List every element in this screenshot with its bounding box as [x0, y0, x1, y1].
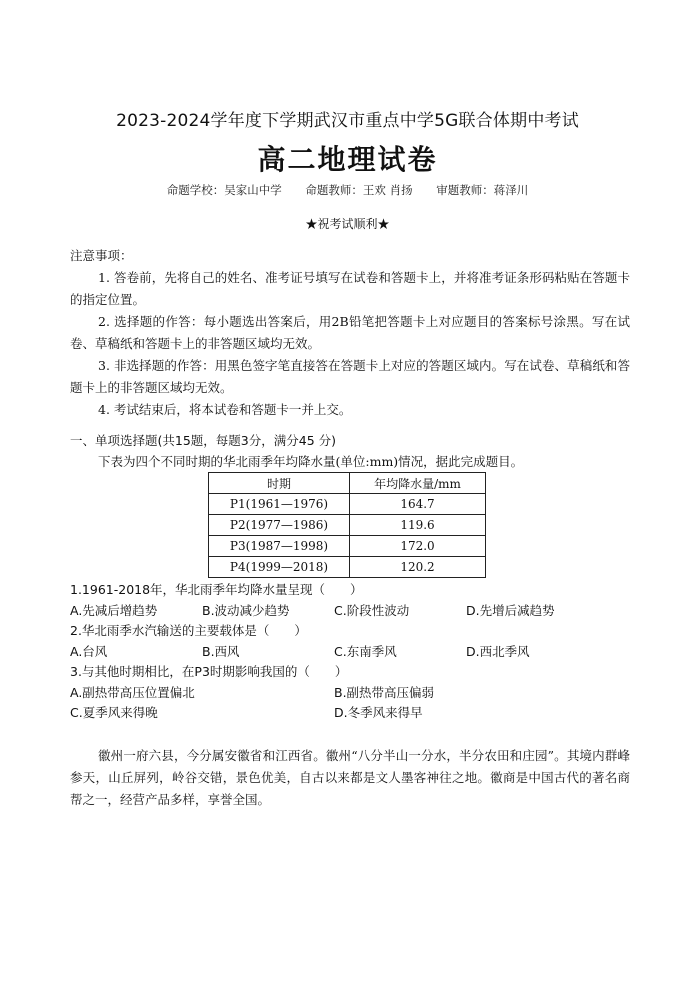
precipitation-cell: 120.2 [350, 557, 486, 578]
setting-teachers: 命题教师：王欢 肖扬 [305, 183, 413, 197]
question-list [70, 580, 630, 724]
note-item: 2. 选择题的作答：每小题选出答案后，用2B铅笔把答题卡上对应题目的答案标号涂黑。写在试卷、草稿纸和答题卡上的非答题区域均无效。 [70, 314, 630, 351]
column-header-precipitation: 年均降水量/mm [350, 473, 486, 494]
period-cell: P1(1961—1976) [209, 494, 350, 515]
precipitation-table [208, 472, 486, 578]
option-b: B.西风 [202, 643, 240, 659]
option-c: C.夏季风来得晚 [70, 705, 158, 720]
question-1-stem: 1.1961-2018年，华北雨季年均降水量呈现（ ） [70, 582, 363, 597]
option-a: A.台风 [70, 643, 108, 659]
note-item: 4. 考试结束后，将本试卷和答题卡一并上交。 [98, 402, 352, 417]
table-row [209, 536, 486, 557]
exam-subject-title: 高二地理试卷 [257, 143, 438, 176]
reviewing-teacher: 审题教师：蒋泽川 [436, 183, 529, 197]
column-header-period: 时期 [209, 473, 350, 494]
option-c: C.东南季风 [334, 643, 397, 659]
note-item: 1. 答卷前，先将自己的姓名、准考证号填写在试卷和答题卡上，并将准考证条形码粘贴在答题卡的指定位置。 [70, 270, 630, 307]
precipitation-cell: 172.0 [350, 536, 486, 557]
period-cell: P3(1987—1998) [209, 536, 350, 557]
huizhou-passage: 徽州一府六县，今分属安徽省和江西省。徽州“八分半山一分水，半分农田和庄园”。其境内群峰参天，山丘屏列，岭谷交错，景色优美，自古以来都是文人墨客神往之地。徽商是中国古代的著名商帮之一，经营产品多样，享誉全国。 [70, 748, 630, 807]
notes-heading: 注意事项： [70, 248, 133, 263]
precipitation-cell: 119.6 [350, 515, 486, 536]
exam-staff-line [0, 182, 695, 198]
note-item: 3. 非选择题的作答：用黑色签字笔直接答在答题卡上对应的答题区域内。写在试卷、草稿纸和答题卡上的非答题区域均无效。 [70, 358, 630, 395]
option-d: D.西北季风 [466, 643, 530, 659]
option-a: A.副热带高压位置偏北 [70, 684, 195, 700]
exam-title: 2023-2024学年度下学期武汉市重点中学5G联合体期中考试 [116, 111, 579, 131]
table-row [209, 494, 486, 515]
option-a: A.先减后增趋势 [70, 602, 158, 618]
option-b: B.副热带高压偏弱 [334, 684, 435, 700]
question-3-options-row-1 [70, 683, 630, 704]
question-2-stem: 2.华北雨季水汽输送的主要载体是（ ） [70, 623, 307, 638]
table-row [209, 557, 486, 578]
question-1-options [70, 601, 630, 622]
question-3-stem: 3.与其他时期相比，在P3时期影响我国的（ ） [70, 664, 348, 679]
section-heading: 一、单项选择题(共15题，每题3分，满分45 分) [70, 433, 336, 448]
table-header-row [209, 473, 486, 494]
setting-school: 命题学校：吴家山中学 [166, 183, 282, 197]
option-b: B.波动减少趋势 [202, 602, 290, 618]
period-cell: P2(1977—1986) [209, 515, 350, 536]
table-row [209, 515, 486, 536]
question-2-options [70, 642, 630, 663]
question-3-options-row-2 [70, 703, 630, 724]
period-cell: P4(1999—2018) [209, 557, 350, 578]
option-c: C.阶段性波动 [334, 602, 410, 618]
good-luck-line: ★祝考试顺利★ [305, 217, 390, 231]
precipitation-cell: 164.7 [350, 494, 486, 515]
exam-notes [70, 245, 630, 421]
option-d: D.先增后减趋势 [466, 602, 555, 618]
option-d: D.冬季风来得早 [334, 705, 423, 720]
table-intro: 下表为四个不同时期的华北雨季年均降水量(单位:mm)情况，据此完成题目。 [98, 454, 524, 469]
